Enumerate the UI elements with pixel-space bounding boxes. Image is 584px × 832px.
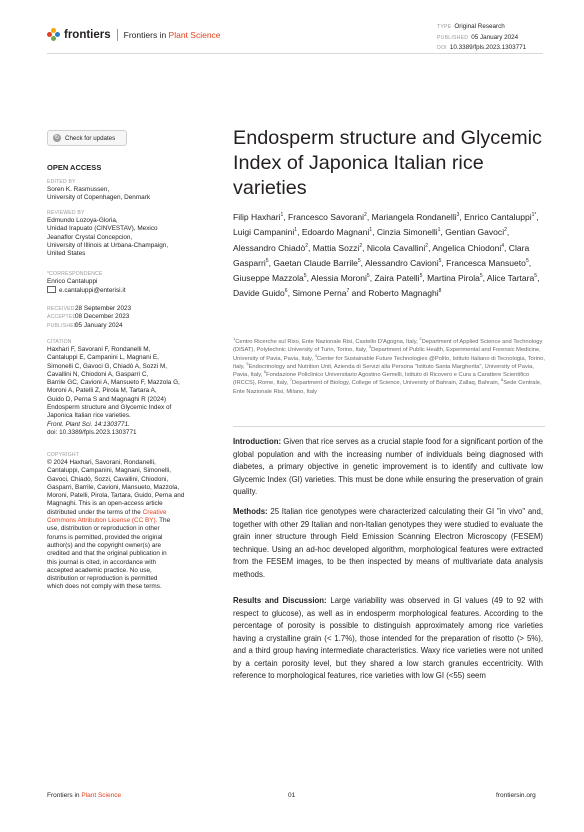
author-affiliation-marker: 5	[438, 258, 442, 265]
author-affiliation-marker: 2	[364, 212, 367, 219]
author-name[interactable]: Alessandro Cavioni	[364, 257, 439, 268]
logo-divider	[117, 29, 118, 41]
open-access-label: OPEN ACCESS	[47, 163, 102, 172]
page-number: 01	[288, 792, 296, 799]
author-name[interactable]: Enrico Cantaluppi	[464, 212, 532, 222]
affiliation-text: Centro Ricerche sul Riso, Ente Nazionale Risi, Castello D'Agogna, Italy,	[235, 339, 418, 345]
affiliation-text: Sede Centrale, Ente Nazionale Risi, Milano, Italy	[233, 380, 542, 395]
footer-journal: Frontiers in Plant Science	[47, 792, 122, 799]
affiliation-text: Department of Biology, College of Science, University of Bahrain, Zallaq, Bahrain,	[292, 380, 500, 387]
affiliation-marker: 5	[246, 360, 249, 366]
article-dates: RECEIVED28 September 2023 ACCEPTED08 December 2023 PUBLISHED05 January 2024	[47, 305, 132, 329]
author-affiliation-marker: 1	[294, 227, 298, 234]
author-affiliation-marker: 5	[525, 258, 529, 265]
affiliation-marker: 1	[233, 336, 236, 342]
author-name[interactable]: Angelica Chiodoni	[432, 242, 502, 253]
author-affiliation-marker: 5	[419, 273, 423, 280]
affiliation-marker: 7	[289, 377, 293, 383]
correspondence: *CORRESPONDENCE Enrico Cantaluppi e.cantaluppi@enterisi.it	[47, 271, 126, 295]
author-name[interactable]: Francesco Savorani	[288, 212, 365, 222]
author-name[interactable]: Roberto Magnaghi	[368, 288, 439, 299]
author-name[interactable]: Cinzia Simonelli	[376, 227, 438, 238]
author-name[interactable]: Zaira Patelli	[374, 273, 420, 284]
refresh-icon: ↻	[54, 135, 60, 141]
license-link-cont[interactable]: Commons Attribution License (CC BY).	[47, 517, 158, 525]
author-affiliation-marker: 2	[359, 242, 363, 249]
author-affiliation-marker: 5	[357, 258, 361, 265]
author-name[interactable]: Alessia Moroni	[310, 273, 367, 284]
affiliation-text: Center for Sustainable Future Technologies @Polito, Istituto Italiano di Tecnologia, Torino, Italy,	[233, 355, 545, 370]
author-name[interactable]: Clara Gasparri	[233, 242, 530, 268]
author-name[interactable]: Filip Haxhari	[233, 212, 281, 222]
author-name[interactable]: Simone Perna	[292, 288, 347, 299]
citation-doi[interactable]: doi: 10.3389/fpls.2023.1303771	[47, 428, 137, 436]
citation: CITATION Haxhari F, Savorani F, Rondanelli M, Cantaluppi E, Campanini L, Magnani E, Simonelli C, Gavoci G, Chiadò A, Sozzi M, Cavallini N, Chiodoni A, Gasparri C, Barrile GC, Cavioni A, Mansueto F, Mazzola G, Moroni A, Patelli Z, Pirola M, Tartara A, Guido D, Perna S and Magnaghi R (2024) Endosperm structure and Glycemic Index of Japonica Italian rice varieties. Front. Plant Sci. 14:1303771. doi: 10.3389/fpls.2023.1303771	[47, 338, 195, 437]
author-affiliation-marker: 2	[305, 242, 308, 249]
edited-by: EDITED BY Soren K. Rasmussen, University of Copenhagen, Denmark	[47, 179, 151, 202]
abstract-introduction: Introduction: Given that rice serves as a crucial staple food for a significant portion of the global population and with the increasing number of individuals being diagnosed with diabetes, a primary objective in genetic improvement is to identify and cultivate low Glycemic Index (GI) varieties. This must be done while ensuring the preservation of grain quality.	[233, 437, 543, 496]
author-name[interactable]: Edoardo Magnani	[301, 227, 370, 238]
affiliation-marker: 8	[500, 377, 504, 383]
author-name[interactable]: Davide Guido	[233, 288, 285, 299]
author-name[interactable]: Luigi Campanini	[233, 227, 295, 238]
frontiers-logo-icon	[47, 28, 60, 41]
author-affiliation-marker: 1	[280, 212, 284, 219]
affiliation-text: Department of Applied Science and Technology (DISAT), Polytechnic University of Turin, Torino, Italy,	[233, 339, 543, 354]
author-affiliation-marker: 5	[366, 273, 370, 280]
affiliation-marker: 4	[314, 352, 317, 358]
author-conjunction: and	[351, 288, 366, 299]
author-name[interactable]: Mattia Sozzi	[312, 242, 360, 253]
author-name[interactable]: Mariangela Rondanelli	[371, 212, 457, 222]
email-icon	[47, 286, 56, 293]
affiliation-divider	[233, 426, 545, 427]
check-for-updates-button[interactable]: ↻ Check for updates	[47, 130, 127, 146]
affiliation-marker: 6	[263, 369, 267, 375]
author-name[interactable]: Gaetan Claude Barrile	[273, 257, 358, 268]
affiliation-text: Endocrinology and Nutrition Unit, Azienda di Servizi alla Persona "Istituto Santa Margherita", University of Pavia, Pavia, Italy,	[233, 363, 534, 379]
affiliation-marker: 3	[368, 344, 372, 350]
article-title: Endosperm structure and Glycemic Index of Japonica Italian rice varieties	[233, 127, 542, 199]
author-name[interactable]: Gentian Gavoci	[445, 227, 505, 238]
email-link[interactable]: e.cantaluppi@enterisi.it	[59, 287, 126, 295]
author-affiliation-marker: 4	[501, 242, 505, 249]
author-name[interactable]: Alice Tartara	[486, 273, 535, 284]
affiliations	[233, 338, 545, 396]
brand-name: frontiers	[64, 28, 111, 41]
author-list: Filip Haxhari$^1$, Francesco Savorani$^2$, Mariangela Rondanelli$^3$, Enrico Cantaluppi$^{1*}$, Luigi Campanini$^1$, Edoardo Magnani$^1$, Cinzia Simonelli$^1$, Gentian Gavoci$^2$, Alessandro Chiadò$^2$, Mattia Sozzi$^2$, Nicola Cavallini$^2$, Angelica Chiodoni$^4$, Clara Gasparri$^5$, Gaetan Claude Barrile$^5$, Alessandro Cavioni$^5$, Francesca Mansueto$^5$, Giuseppe Mazzola$^5$, Alessia Moroni$^5$, Zaira Patelli$^5$, Martina Pirola$^5$, Alice Tartara$^5$, Davide Guido$^6$, Simone Perna$^7$ and Roberto Magnaghi$^8$	[233, 212, 540, 299]
author-affiliation-marker: 1	[437, 227, 441, 234]
affiliation-text: Fondazione Policlinico Universitario Agostino Gemelli, Istituto di Ricovero e Cura a Carattere Scientifico (IRCCS), Rome, Italy,	[233, 372, 530, 387]
reviewed-by: REVIEWED BY Edmundo Lozoya-Gloria, Unidad Irapuato (CINVESTAV), Mexico Jeanaflor Crystal Concepcion, University of Illinois at Urbana-Champaign, United States	[47, 210, 169, 258]
author-affiliation-marker: 3	[456, 212, 460, 219]
author-affiliation-marker: 6	[284, 288, 288, 295]
author-affiliation-marker: 5	[265, 258, 269, 265]
footer-site-link[interactable]: frontiersin.org	[496, 792, 536, 799]
doi-link[interactable]: 10.3389/fpls.2023.1303771	[449, 44, 527, 51]
affiliation-text: Department of Public Health, Experimental and Forensic Medicine, University of Pavia, Pavia, Italy,	[233, 347, 541, 362]
author-affiliation-marker: 5	[479, 273, 483, 280]
article-meta: TYPE Original Research PUBLISHED 05 January 2024 DOI 10.3389/fpls.2023.1303771	[437, 23, 527, 51]
author-affiliation-marker: 5	[303, 273, 307, 280]
author-affiliation-marker: 1	[369, 227, 373, 234]
author-name[interactable]: Alessandro Chiadò	[233, 242, 306, 253]
author-name[interactable]: Nicola Cavallini	[366, 242, 426, 253]
license-link[interactable]: Creative	[142, 508, 167, 516]
author-affiliation-marker: 5	[534, 273, 538, 280]
author-name[interactable]: Martina Pirola	[427, 273, 480, 284]
author-affiliation-marker: 2	[504, 227, 507, 234]
copyright: COPYRIGHT © 2024 Haxhari, Savorani, Rondanelli, Cantaluppi, Campanini, Magnani, Simonelli, Gavoci, Chiadò, Sozzi, Cavallini, Chiodoni, Gasparri, Barrile, Cavioni, Mansueto, Mazzola, Moroni, Patelli, Pirola, Tartara, Guido, Perna and Magnaghi. This is an open-access article distributed under the terms of the Creative Commons Attribution License (CC BY). The use, distribution or reproduction in other forums is permitted, provided the original author(s) and the copyright owner(s) are credited and that the original publication in this journal is cited, in accordance with accepted academic practice. No use, distribution or reproduction is permitted which does not comply with these terms.	[47, 452, 185, 591]
author-name[interactable]: Francesca Mansueto	[446, 257, 526, 268]
journal-name[interactable]: Frontiers in Plant Science	[123, 29, 221, 40]
abstract-methods: Methods: 25 Italian rice genotypes were characterized calculating their GI "in vivo" and, together with other 29 Italian and non-Italian genotypes they were studied to evaluate the grain inner structure through Field Emission Scanning Electron Microscopy (FESEM) technique. Using an ad-hoc developed algorithm, morphological features were extracted from the FESEM images, to be then inspected by means of multivariate data analysis methods.	[233, 507, 543, 579]
abstract-results: Results and Discussion: Large variability was observed in GI values (49 to 92 with respect to glucose), as well as in endosperm morphological features. According to the percentage of porosity is possible to distinguish approximately among rice varieties having a crystalline grain (< 1.7%), those intended for the preparation of risotto (> 5%), and a third group having intermediate characteristics. Waxy rice varieties were not united by a certain porosity level, but they shared a low starch granules eccentricity. With reference to morphological features, rice varieties with low GI (<55) seem	[233, 596, 543, 680]
author-name[interactable]: Giuseppe Mazzola	[233, 273, 304, 284]
author-affiliation-marker: 2	[425, 242, 429, 249]
frontiers-logo[interactable]	[47, 28, 221, 41]
author-affiliation-marker: 8	[438, 288, 442, 295]
author-affiliation-marker: 7	[346, 288, 350, 295]
author-affiliation-marker: 1*	[531, 212, 537, 219]
affiliation-marker: 2	[419, 336, 422, 342]
header-divider	[47, 53, 543, 54]
